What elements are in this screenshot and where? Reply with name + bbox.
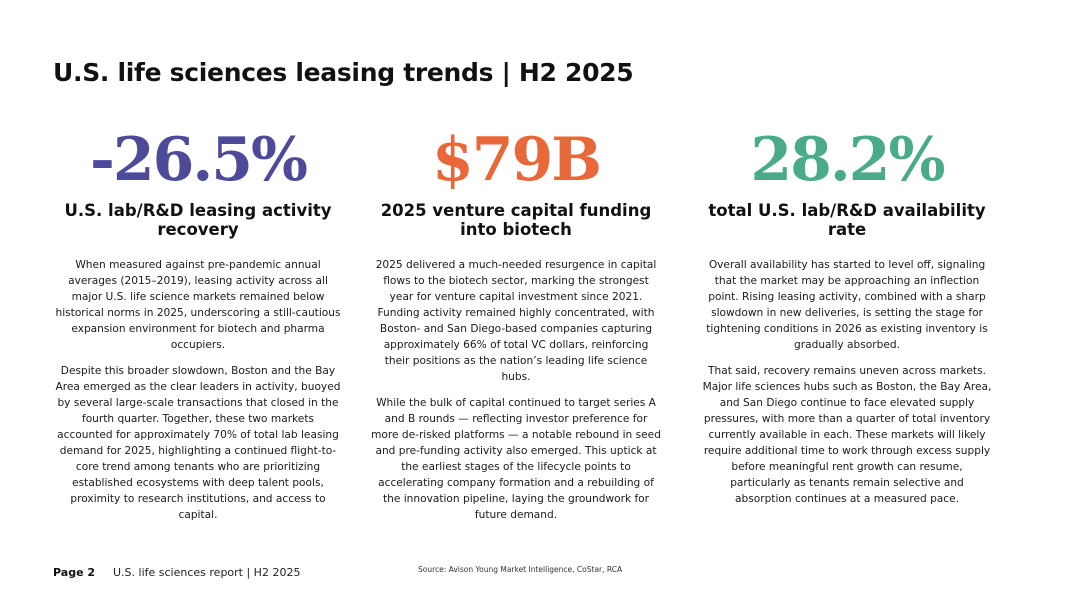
stat-heading: total U.S. lab/R&D availability rate — [708, 201, 986, 239]
page-title: U.S. life sciences leasing trends | H2 2025 — [53, 58, 634, 87]
source-note: Source: Avison Young Market Intelligence, CoStar, RCA — [418, 565, 623, 574]
stat-heading: U.S. lab/R&D leasing activity recovery — [64, 201, 332, 239]
body-paragraph: Despite this broader slowdown, Boston and the Bay Area emerged as the clear leaders in activity, buoyed by several large-scale transactions that closed in the fourth quarter. Together, these two markets accounted for approximately 70% of total lab leasing demand for 2025, highlighting a continued flight-to-core trend among tenants who are prioritizing established ecosystems with deep talent pools, proximity to research institutions, and access to capital. — [55, 365, 341, 521]
report-name: U.S. life sciences report | H2 2025 — [113, 566, 301, 579]
body-paragraph: That said, recovery remains uneven across markets. Major life sciences hubs such as Boston, the Bay Area, and San Diego continue to face elevated supply pressures, with more than a quarter of total inventory currently available in each. These markets will likely require additional time to work through excess supply before meaningful rent growth can resume, particularly as tenants remain selective and absorption continues at a measured pace. — [702, 365, 992, 505]
body-paragraph: When measured against pre-pandemic annual averages (2015–2019), leasing activity across all major U.S. life science markets remained below historical norms in 2025, underscoring a still-cautious expansion environment for biotech and pharma occupiers. — [55, 259, 341, 351]
stat-heading: 2025 venture capital funding into biotech — [380, 201, 652, 239]
stat-column-availability — [702, 122, 992, 517]
stat-value: 28.2% — [750, 125, 944, 195]
page-number: Page 2 — [53, 566, 96, 579]
body-paragraph: 2025 delivered a much-needed resurgence in capital flows to the biotech sector, marking the strongest year for venture capital investment since 2021. Funding activity remained highly concentrated, with Boston- and San Diego-based companies capturing approximately 66% of total VC dollars, reinforcing their positions as the nation’s leading life science hubs. — [375, 259, 657, 383]
body-paragraph: While the bulk of capital continued to target series A and B rounds — reflecting investor preference for more de-risked platforms — a notable rebound in seed and pre-funding activity also emerged. This uptick at the earliest stages of the lifecycle points to accelerating company formation and a rebuilding of the innovation pipeline, laying the groundwork for future demand. — [371, 397, 661, 521]
stat-column-leasing — [53, 122, 343, 533]
stat-value: $79B — [432, 125, 600, 195]
stat-column-funding — [371, 122, 661, 533]
stat-value: -26.5% — [89, 125, 307, 195]
body-paragraph: Overall availability has started to level off, signaling that the market may be approaching an inflection point. Rising leasing activity, combined with a sharp slowdown in new deliveries, is setting the stage for tightening conditions in 2026 as existing inventory is gradually absorbed. — [706, 259, 988, 351]
